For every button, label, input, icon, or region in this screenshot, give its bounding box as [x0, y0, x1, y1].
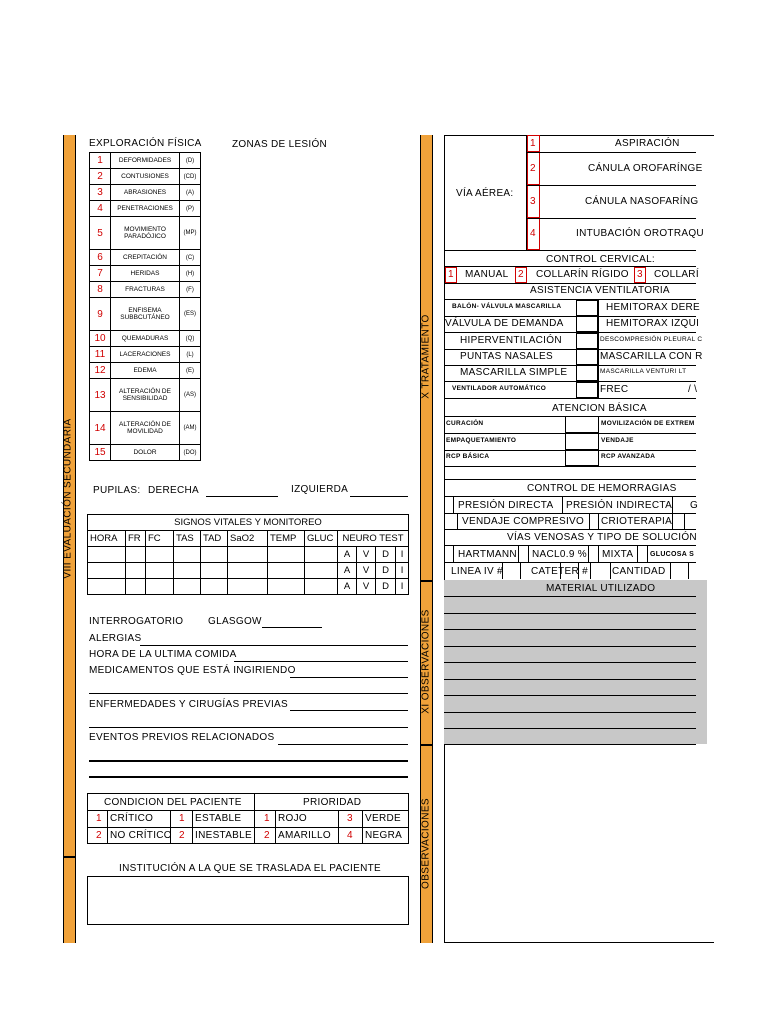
lesion-row — [90, 201, 201, 217]
vitales-cell[interactable] — [305, 579, 338, 595]
vitales-cell[interactable] — [88, 547, 126, 563]
condicion-title: CONDICION DEL PACIENTE — [104, 797, 242, 808]
lesion-label: PENETRACIONES — [111, 201, 180, 217]
lesion-code: (AM) — [180, 412, 201, 445]
venosas-title: VÍAS VENOSAS Y TIPO DE SOLUCIÓN — [507, 532, 697, 543]
avdi-cell[interactable]: V — [357, 579, 376, 595]
divider — [63, 856, 75, 858]
asistencia-option-left: VENTILADOR AUTOMÁTICO — [452, 384, 547, 392]
avdi-cell[interactable]: A — [338, 563, 357, 579]
vitales-header: TAD — [201, 531, 228, 547]
divider — [688, 563, 689, 579]
hemorragia-option[interactable]: PRESIÓN INDIRECTA — [566, 500, 673, 511]
asistencia-option-right: FREC — [600, 383, 629, 395]
material-line[interactable] — [444, 596, 696, 597]
asistencia-checkbox[interactable] — [576, 365, 598, 381]
atencion-option-right: VENDAJE — [601, 436, 634, 444]
condicion-option[interactable]: AMARILLO — [278, 830, 331, 841]
condicion-option[interactable]: ROJO — [278, 813, 307, 824]
lesion-row — [90, 331, 201, 347]
divider — [420, 580, 432, 582]
vitales-cell[interactable] — [126, 563, 146, 579]
avdi-cell[interactable]: I — [396, 579, 409, 595]
asistencia-checkbox[interactable] — [576, 316, 598, 332]
lesion-number: 12 — [90, 363, 111, 379]
asistencia-option-right: HEMITORAX DERE — [606, 302, 701, 313]
divider — [457, 513, 458, 529]
pupilas-label: PUPILAS: — [93, 485, 141, 496]
lesion-table — [89, 152, 201, 461]
vitales-title: SIGNOS VITALES Y MONITOREO — [88, 515, 409, 531]
avdi-cell[interactable]: D — [376, 547, 396, 563]
asistencia-option-left: PUNTAS NASALES — [460, 350, 553, 362]
lesion-code: (H) — [180, 266, 201, 282]
vitales-cell[interactable] — [126, 579, 146, 595]
cervical-number: 1 — [448, 269, 454, 280]
divider — [526, 185, 696, 186]
divider — [590, 563, 591, 579]
lesion-number: 7 — [90, 266, 111, 282]
divider — [520, 563, 521, 579]
hemorragia-option[interactable]: G — [690, 500, 699, 511]
asistencia-option-right: MASCARILLA VENTURI LT — [600, 368, 687, 376]
asistencia-title: ASISTENCIA VENTILATORIA — [530, 285, 670, 296]
prioridad-title: PRIORIDAD — [303, 797, 362, 808]
vitales-cell[interactable] — [146, 547, 174, 563]
glasgow-line[interactable] — [262, 627, 322, 628]
condicion-number: 4 — [347, 830, 353, 841]
material-line[interactable] — [444, 646, 696, 647]
divider — [420, 744, 432, 746]
lesion-code: (F) — [180, 282, 201, 298]
material-line[interactable] — [444, 679, 696, 680]
lesion-code: (DO) — [180, 445, 201, 461]
frec-suffix: / \ — [688, 384, 698, 395]
asistencia-checkbox[interactable] — [576, 300, 598, 316]
divider — [560, 563, 561, 579]
cervical-option: MANUAL — [465, 269, 509, 280]
lesion-label: QUEMADURAS — [111, 331, 180, 347]
condicion-option[interactable]: ESTABLE — [195, 813, 242, 824]
alergias-line[interactable] — [140, 645, 408, 646]
lesion-row — [90, 185, 201, 201]
via-aerea-number: 1 — [530, 137, 536, 149]
divider — [444, 299, 696, 300]
atencion-option-right: RCP AVANZADA — [601, 453, 656, 460]
vitales-header: SaO2 — [228, 531, 268, 547]
exploracion-title: EXPLORACIÓN FÍSICA — [89, 138, 202, 149]
avdi-cell[interactable]: A — [338, 547, 357, 563]
material-line[interactable] — [444, 613, 696, 614]
condicion-option[interactable]: INESTABLE — [195, 830, 252, 841]
divider — [87, 810, 409, 811]
vitales-header: TAS — [174, 531, 201, 547]
hemorragia-option[interactable]: VENDAJE COMPRESIVO — [462, 516, 585, 527]
lesion-code: (A) — [180, 185, 201, 201]
atencion-option-right: MOVILIZACIÓN DE EXTREM — [601, 420, 695, 427]
vitales-cell[interactable] — [174, 563, 201, 579]
comida-line[interactable] — [234, 661, 408, 662]
cervical-number: 3 — [637, 269, 643, 280]
lesion-number: 5 — [90, 217, 111, 250]
vitales-cell[interactable] — [146, 563, 174, 579]
solucion-option[interactable]: NACL0.9 % — [532, 549, 587, 560]
lesion-code: (C) — [180, 250, 201, 266]
medicamentos-label: MEDICAMENTOS QUE ESTÁ INGIRIENDO — [89, 665, 296, 676]
divider — [647, 546, 648, 562]
section-label-secundaria: VIII EVALUACIÓN SECUNDARIA — [62, 418, 74, 579]
cervical-number: 2 — [518, 269, 524, 280]
institucion-field[interactable] — [87, 876, 409, 925]
divider — [598, 513, 599, 529]
lesion-label: FRACTURAS — [111, 282, 180, 298]
divider — [598, 546, 599, 562]
divider — [444, 316, 696, 317]
lesion-number: 4 — [90, 201, 111, 217]
derecha-line[interactable] — [206, 496, 278, 497]
divider — [562, 497, 563, 513]
izquierda-line[interactable] — [350, 496, 408, 497]
condicion-option[interactable]: NEGRA — [365, 830, 403, 841]
condicion-number: 3 — [347, 813, 353, 824]
solucion-option[interactable]: MIXTA — [602, 549, 634, 560]
solucion-option[interactable]: GLUCOSA S — [650, 551, 695, 558]
lesion-label: ALTERACIÓN DE MOVILIDAD — [111, 412, 180, 445]
asistencia-option-right: HEMITORAX IZQUI — [606, 318, 700, 330]
divider — [589, 513, 590, 529]
lesion-number: 10 — [90, 331, 111, 347]
asistencia-checkbox[interactable] — [576, 349, 598, 365]
asistencia-option-left: VÁLVULA DE DEMANDA — [445, 318, 564, 330]
enfermedades-line[interactable] — [290, 710, 408, 711]
condicion-option[interactable]: NO CRÍTICO — [110, 830, 172, 841]
condicion-number: 2 — [179, 830, 185, 841]
lesion-code: (Q) — [180, 331, 201, 347]
via-aerea-label: VÍA AÉREA: — [456, 188, 514, 199]
vitales-cell[interactable] — [305, 563, 338, 579]
condicion-number: 1 — [264, 813, 270, 824]
divider — [444, 545, 696, 546]
hemorragias-title: CONTROL DE HEMORRAGIAS — [527, 483, 677, 494]
atencion-option-left: RCP BÁSICA — [446, 453, 490, 460]
material-title: MATERIAL UTILIZADO — [546, 583, 656, 594]
asistencia-option-left: BALÓN- VÁLVULA MASCARILLA — [452, 303, 562, 310]
lesion-number: 3 — [90, 185, 111, 201]
divider — [518, 546, 519, 562]
enfermedades-label: ENFERMEDADES Y CIRUGÍAS PREVIAS — [89, 699, 288, 710]
divider — [684, 513, 685, 529]
divider — [444, 529, 696, 530]
linea-iv-field[interactable]: CATETER # — [531, 566, 588, 577]
pupilas-izquierda: IZQUIERDA — [291, 484, 349, 495]
glasgow-label: GLASGOW — [208, 616, 262, 627]
cervical-option: COLLARÍN RÍGIDO — [536, 269, 629, 280]
vitales-cell[interactable] — [228, 547, 268, 563]
vitales-cell[interactable] — [88, 579, 126, 595]
avdi-cell[interactable]: I — [396, 563, 409, 579]
lesion-code: (MP) — [180, 217, 201, 250]
vitales-header: FC — [146, 531, 174, 547]
lesion-label: CONTUSIONES — [111, 169, 180, 185]
lesion-number: 15 — [90, 445, 111, 461]
lesion-code: (AS) — [180, 379, 201, 412]
divider — [444, 283, 696, 284]
divider — [254, 793, 255, 844]
lesion-row — [90, 169, 201, 185]
lesion-number: 11 — [90, 347, 111, 363]
lesion-row — [90, 298, 201, 331]
divider — [528, 546, 529, 562]
lesion-label: ABRASIONES — [111, 185, 180, 201]
linea-iv-field[interactable]: LINEA IV # — [451, 566, 503, 577]
material-line[interactable] — [444, 629, 696, 630]
cervical-option: COLLARÍ — [654, 269, 699, 280]
lesion-code: (CD) — [180, 169, 201, 185]
material-line[interactable] — [444, 728, 696, 729]
avdi-cell[interactable]: I — [396, 547, 409, 563]
lesion-row — [90, 412, 201, 445]
divider — [672, 513, 673, 529]
divider — [672, 497, 673, 513]
section-label-observaciones-xi: XI OBSERVACIONES — [420, 609, 432, 714]
vitales-header: GLUC — [305, 531, 338, 547]
material-line[interactable] — [444, 695, 696, 696]
via-aerea-number: 4 — [530, 228, 536, 239]
via-aerea-option: ASPIRACIÓN — [615, 137, 680, 149]
atencion-checkbox[interactable] — [565, 433, 599, 450]
vitales-header: FR — [126, 531, 146, 547]
divider — [578, 563, 579, 579]
institucion-label: INSTITUCIÓN A LA QUE SE TRASLADA EL PACIENTE — [119, 863, 381, 874]
solucion-option[interactable]: HARTMANN — [458, 549, 517, 560]
medicamentos-line[interactable] — [290, 677, 408, 678]
lesion-row — [90, 250, 201, 266]
lesion-label: EDEMA — [111, 363, 180, 379]
enfermedades-line-2[interactable] — [89, 727, 408, 728]
divider — [453, 497, 454, 513]
lesion-code: (L) — [180, 347, 201, 363]
avdi-cell[interactable]: V — [357, 547, 376, 563]
hemorragia-option[interactable]: PRESIÓN DIRECTA — [458, 500, 554, 511]
avdi-cell[interactable]: D — [376, 563, 396, 579]
vitales-cell[interactable] — [268, 579, 305, 595]
divider — [275, 810, 276, 844]
lesion-row — [90, 217, 201, 250]
asistencia-checkbox[interactable] — [576, 382, 598, 398]
asistencia-checkbox[interactable] — [576, 333, 598, 349]
lesion-number: 9 — [90, 298, 111, 331]
divider — [526, 152, 696, 153]
divider — [444, 466, 696, 467]
vitales-cell[interactable] — [88, 563, 126, 579]
hemorragia-option[interactable]: CRIOTERAPIA — [601, 516, 673, 527]
divider — [453, 546, 454, 562]
lesion-label: ENFISEMA SUBBCUTÁNEO — [111, 298, 180, 331]
vitales-cell[interactable] — [201, 547, 228, 563]
lesion-number: 14 — [90, 412, 111, 445]
divider — [192, 810, 193, 844]
vitales-header: TEMP — [268, 531, 305, 547]
vitales-row[interactable] — [88, 579, 409, 595]
asistencia-option-left: MASCARILLA SIMPLE — [460, 367, 568, 379]
divider — [588, 546, 589, 562]
lesion-row — [90, 153, 201, 169]
lesion-number: 8 — [90, 282, 111, 298]
eventos-label: EVENTOS PREVIOS RELACIONADOS — [89, 732, 275, 743]
divider — [610, 563, 611, 579]
divider — [444, 349, 696, 350]
divider — [598, 299, 599, 399]
vitales-row[interactable] — [88, 547, 409, 563]
vitales-cell[interactable] — [174, 579, 201, 595]
lesion-row — [90, 282, 201, 298]
condicion-number: 2 — [264, 830, 270, 841]
via-aerea-number: 3 — [530, 195, 536, 207]
condicion-number: 2 — [96, 830, 102, 841]
asistencia-option-right: MASCARILLA CON R — [600, 350, 703, 362]
via-aerea-option: CÁNULA OROFARÍNGE — [588, 162, 703, 174]
vitales-cell[interactable] — [228, 563, 268, 579]
vitales-cell[interactable] — [305, 547, 338, 563]
divider — [444, 513, 696, 514]
divider — [338, 810, 339, 844]
divider — [444, 562, 696, 563]
vitales-table — [87, 514, 409, 595]
lesion-code: (ES) — [180, 298, 201, 331]
lesion-label: ALTERACIÓN DE SENSIBILIDAD — [111, 379, 180, 412]
divider — [526, 218, 696, 219]
lesion-code: (P) — [180, 201, 201, 217]
alergias-label: ALERGIAS — [89, 633, 142, 644]
neuro-test-header: NEURO TEST — [338, 531, 409, 547]
vitales-cell[interactable] — [268, 547, 305, 563]
divider — [444, 250, 696, 251]
vitales-cell[interactable] — [268, 563, 305, 579]
lesion-row — [90, 379, 201, 412]
lesion-number: 2 — [90, 169, 111, 185]
vitales-cell[interactable] — [201, 563, 228, 579]
vitales-cell[interactable] — [228, 579, 268, 595]
vitales-header: HORA — [88, 531, 126, 547]
vitales-cell[interactable] — [174, 547, 201, 563]
avdi-cell[interactable]: D — [376, 579, 396, 595]
divider — [107, 810, 108, 844]
divider — [87, 827, 409, 828]
lesion-label: HERIDAS — [111, 266, 180, 282]
lesion-row — [90, 363, 201, 379]
medicamentos-line-2[interactable] — [89, 693, 408, 694]
divider — [444, 496, 696, 497]
divider — [444, 398, 696, 399]
lesion-row — [90, 445, 201, 461]
atencion-option-left: CURACIÓN — [446, 420, 484, 427]
divider — [637, 546, 638, 562]
divider — [444, 744, 696, 745]
lesion-label: CREPITACIÓN — [111, 250, 180, 266]
divider — [170, 810, 171, 844]
lesion-number: 1 — [90, 153, 111, 169]
vitales-cell[interactable] — [126, 547, 146, 563]
cervical-title: CONTROL CERVICAL: — [546, 254, 656, 265]
condicion-number: 1 — [179, 813, 185, 824]
eventos-line-2[interactable] — [89, 760, 408, 762]
eventos-line-3[interactable] — [89, 776, 408, 778]
material-line[interactable] — [444, 712, 696, 713]
lesion-code: (E) — [180, 363, 201, 379]
atencion-checkbox[interactable] — [565, 449, 599, 466]
divider — [444, 479, 696, 480]
divider — [502, 563, 503, 579]
comida-label: HORA DE LA ULTIMA COMIDA — [89, 649, 237, 660]
vitales-row[interactable] — [88, 563, 409, 579]
divider — [444, 332, 696, 333]
pupilas-derecha: DERECHA — [148, 485, 199, 496]
material-line[interactable] — [444, 662, 696, 663]
condicion-option[interactable]: CRÍTICO — [110, 813, 154, 824]
lesion-number: 6 — [90, 250, 111, 266]
lesion-label: LACERACIONES — [111, 347, 180, 363]
divider — [444, 381, 696, 382]
lesion-number: 13 — [90, 379, 111, 412]
avdi-cell[interactable]: V — [357, 563, 376, 579]
via-aerea-option: INTUBACIÓN OROTRAQU — [576, 228, 704, 239]
asistencia-option-right: DESCOMPRESIÓN PLEURAL C — [600, 335, 703, 343]
section-label-tratamiento: X TRATAMIENTO — [420, 314, 432, 399]
divider — [362, 810, 363, 844]
interrogatorio-label: INTERROGATORIO — [89, 616, 184, 627]
section-label-observaciones: OBSERVACIONES — [420, 798, 432, 889]
condicion-number: 1 — [96, 813, 102, 824]
condicion-option[interactable]: VERDE — [365, 813, 401, 824]
avdi-cell[interactable]: A — [338, 579, 357, 595]
via-aerea-option: CÁNULA NASOFARÍNG — [585, 195, 699, 207]
via-aerea-number: 2 — [530, 162, 536, 174]
vitales-cell[interactable] — [146, 579, 174, 595]
zonas-title: ZONAS DE LESIÓN — [232, 139, 328, 150]
linea-iv-field[interactable]: CANTIDAD — [612, 566, 666, 577]
divider — [670, 563, 671, 579]
atencion-title: ATENCION BÁSICA — [552, 403, 647, 414]
eventos-line[interactable] — [278, 744, 408, 745]
atencion-option-left: EMPAQUETAMIENTO — [446, 436, 517, 444]
lesion-code: (D) — [180, 153, 201, 169]
divider — [444, 365, 696, 366]
lesion-label: DOLOR — [111, 445, 180, 461]
atencion-checkbox[interactable] — [565, 416, 599, 433]
lesion-row — [90, 347, 201, 363]
lesion-label: MOVIMIENTO PARADÓJICO — [111, 217, 180, 250]
divider — [444, 266, 696, 267]
lesion-label: DEFORMIDADES — [111, 153, 180, 169]
asistencia-option-left: HIPERVENTILACIÓN — [460, 334, 562, 346]
vitales-cell[interactable] — [201, 579, 228, 595]
lesion-row — [90, 266, 201, 282]
